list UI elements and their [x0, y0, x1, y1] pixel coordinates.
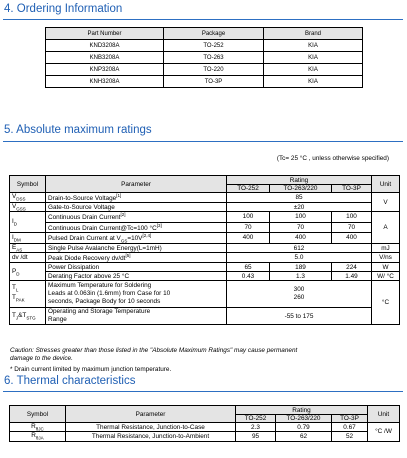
header-parameter: Parameter [46, 176, 227, 193]
thermal-header-row [10, 406, 400, 415]
header-unit: Unit [368, 406, 400, 423]
symbol-vgss: $V_{GSS}$ [10, 203, 46, 212]
header-symbol: Symbol [10, 406, 66, 423]
abs-max-rule [3, 141, 403, 142]
ordering-header-row [46, 28, 363, 40]
abs-max-header-row [10, 176, 400, 185]
symbol-idm: $I_{DM}$ [10, 232, 46, 243]
header-pkg-to3p: TO-3P [332, 415, 368, 423]
table-row: KNB3208A TO-263 KIA [46, 52, 363, 64]
table-row: Continuous Drain Current@Tc=100 °C[3] 70 70 70 [10, 222, 400, 232]
table-row: KNP3208A TO-220 KIA [46, 64, 363, 76]
symbol-tj-tstg: $T_J\&T_{STG}$ [10, 308, 46, 325]
table-row: $I_{DM}$ Pulsed Drain Current at $V_{GS}=10V[2,4]$ 400 400 400 [10, 232, 400, 243]
table-row: Derating Factor above 25 °C 0.43 1.3 1.49 W/ °C [10, 272, 400, 281]
table-row: $T_J\&T_{STG}$ Operating and Storage Temperature Range -55 to 175 [10, 308, 400, 325]
abs-max-condition: (Tc= 25 °C , unless otherwise specified) [276, 155, 389, 162]
header-parameter: Parameter [66, 406, 236, 423]
symbol-vdss: $V_{DSS}$ [10, 193, 46, 203]
ordering-title: 4. Ordering Information [4, 3, 123, 15]
unit-amp: A [372, 212, 400, 244]
symbol-pd: $P_D$ [10, 263, 46, 281]
thermal-table [9, 405, 400, 442]
symbol-rthjc: $R_{\theta JC}$ [10, 423, 66, 432]
ordering-table [45, 27, 363, 88]
table-row: $V_{GSS}$ Gate-to-Source Voltage ±20 [10, 203, 400, 212]
symbol-dvdt: dv /dt [10, 253, 46, 263]
caution-note: Caution: Stresses greater than those listed in the "Absolute Maximum Ratings" may cause permanent damage to the device. [10, 347, 298, 362]
ordering-rule [3, 19, 403, 20]
table-row: KND3208A TO-252 KIA [46, 40, 363, 52]
footnote: * Drain current limited by maximum junction temperature. [10, 366, 172, 373]
header-package: Package [164, 28, 264, 40]
header-symbol: Symbol [10, 176, 46, 193]
symbol-rthja: $R_{\theta JA}$ [10, 432, 66, 441]
symbol-tl-tpak: $T_L$ $T_{PAK}$ [10, 281, 46, 308]
unit-volt: V [372, 193, 400, 212]
header-part-number: Part Number [46, 28, 164, 40]
unit-thermal: °C /W [368, 423, 400, 442]
table-row: $R_{\theta JA}$ Thermal Resistance, Junction-to-Ambient 95 62 52 [10, 432, 400, 441]
header-rating: Rating [227, 176, 372, 185]
table-row: $E_{AS}$ Single Pulse Avalanche Energy(L=1mH) 612 mJ [10, 244, 400, 253]
abs-max-title: 5. Absolute maximum ratings [4, 124, 152, 136]
table-row: $R_{\theta JC}$ Thermal Resistance, Junction-to-Case 2.3 0.79 0.67 °C /W [10, 423, 400, 432]
thermal-rule [3, 391, 403, 392]
header-pkg-to252: TO-252 [236, 415, 276, 423]
thermal-title: 6. Thermal characteristics [4, 375, 136, 387]
symbol-eas: $E_{AS}$ [10, 244, 46, 253]
table-row: $P_D$ Power Dissipation 65 189 224 W [10, 263, 400, 272]
symbol-id: $I_D$ [10, 212, 46, 232]
table-row: $V_{DSS}$ Drain-to-Source Voltage[1] 85 V [10, 193, 400, 203]
header-brand: Brand [264, 28, 363, 40]
header-pkg-to252: TO-252 [227, 185, 270, 193]
table-row: KNH3208A TO-3P KIA [46, 76, 363, 88]
header-unit: Unit [372, 176, 400, 193]
table-row: $I_D$ Continuous Drain Current[2] 100 100 100 A [10, 212, 400, 222]
header-rating: Rating [236, 406, 368, 415]
header-pkg-to263-220: TO-263/220 [276, 415, 332, 423]
abs-max-table [9, 175, 400, 325]
unit-temp: °C [372, 281, 400, 325]
table-row: $T_L$ $T_{PAK}$ Maximum Temperature for Soldering Leads at 0.063in (1.6mm) from Case for 10 seconds, Package Body for 10 seconds 300 260 °C [10, 281, 400, 308]
table-row: dv /dt Peak Diode Recovery dv/dt[5] 5.0 V/ns [10, 253, 400, 263]
header-pkg-to263-220: TO-263/220 [270, 185, 332, 193]
header-pkg-to3p: TO-3P [332, 185, 372, 193]
